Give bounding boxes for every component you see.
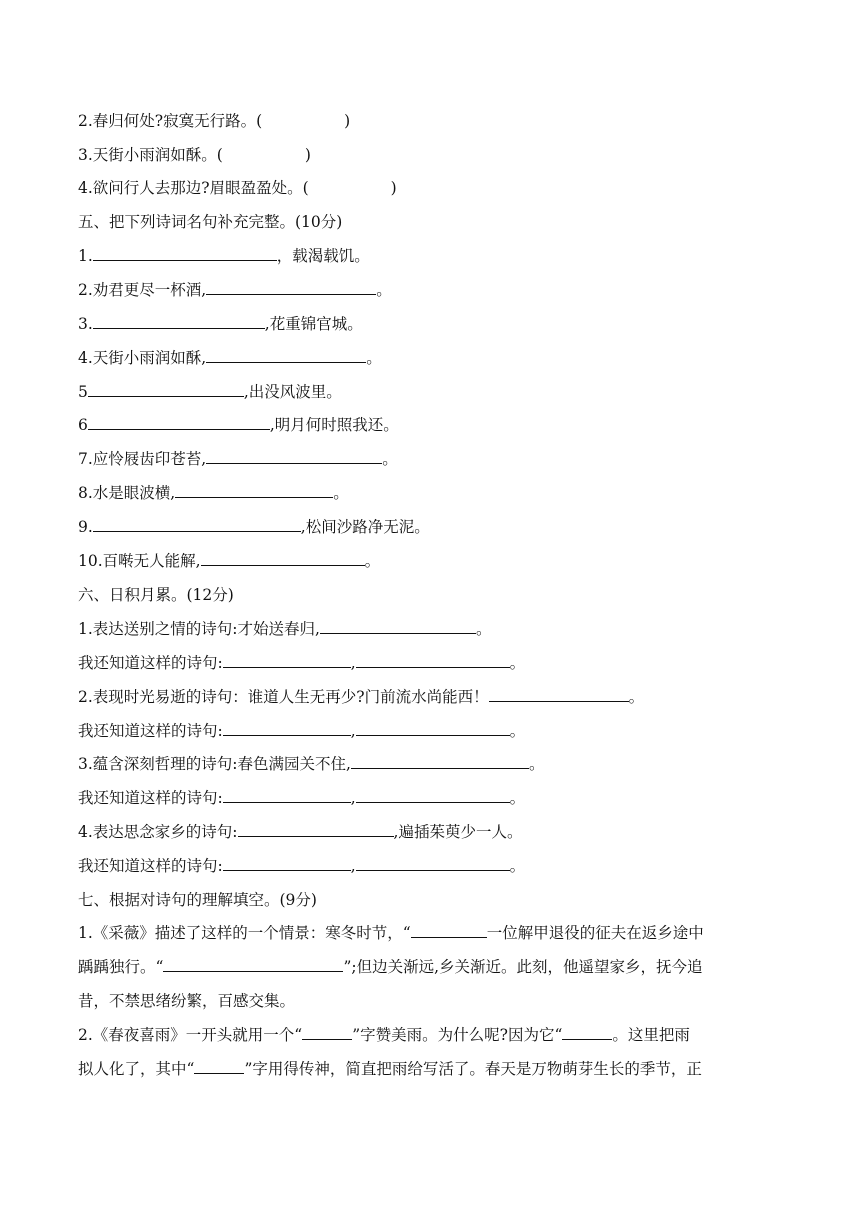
s5-item-6: 6 ,明月何时照我还。 bbox=[78, 416, 399, 434]
fill-blank[interactable] bbox=[351, 754, 529, 769]
fill-blank[interactable] bbox=[194, 1059, 244, 1074]
section6-heading: 六、日积月累。(12分) bbox=[78, 586, 234, 604]
s5-item-10: 10.百啭无人能解, 。 bbox=[78, 552, 381, 570]
fill-blank[interactable] bbox=[223, 856, 351, 871]
fill-blank[interactable] bbox=[163, 957, 343, 972]
s7-q2-line2: 拟人化了，其中“ ”字用得传神，简直把雨给写活了。春天是万物萌芽生长的季节，正 bbox=[78, 1060, 702, 1078]
s7-q1-line1: 1.《采薇》描述了这样的一个情景：寒冬时节，“ 一位解甲退役的征夫在返乡途中 bbox=[78, 924, 704, 942]
fill-blank[interactable] bbox=[356, 788, 510, 803]
fill-blank[interactable] bbox=[411, 923, 487, 938]
s6-item-1: 1.表达送别之情的诗句:才始送春归, 。 bbox=[78, 620, 492, 638]
s6-item-2: 2.表现时光易逝的诗句：谁道人生无再少?门前流水尚能西！ 。 bbox=[78, 688, 645, 706]
s7-q1-line3: 昔，不禁思绪纷繁，百感交集。 bbox=[78, 992, 296, 1010]
fill-blank[interactable] bbox=[356, 856, 510, 871]
s4-item-2: 2.春归何处?寂寞无行路。( ) bbox=[78, 112, 351, 130]
fill-blank[interactable] bbox=[356, 721, 510, 736]
s5-item-8: 8.水是眼波横, 。 bbox=[78, 484, 349, 502]
fill-blank[interactable] bbox=[93, 314, 265, 329]
fill-blank[interactable] bbox=[302, 1025, 352, 1040]
s6-item-4: 4.表达思念家乡的诗句: ,遍插茱萸少一人。 bbox=[78, 823, 523, 841]
fill-blank[interactable] bbox=[562, 1025, 612, 1040]
s6-know-2: 我还知道这样的诗句: , 。 bbox=[78, 722, 526, 740]
s7-q2-line1: 2.《春夜喜雨》一开头就用一个“ ”字赞美雨。为什么呢?因为它“ 。这里把雨 bbox=[78, 1026, 690, 1044]
fill-blank[interactable] bbox=[88, 415, 270, 430]
s7-q1-line2: 踽踽独行。“ ”;但边关渐远,乡关渐近。此刻，他遥望家乡，抚今追 bbox=[78, 958, 703, 976]
s5-item-2: 2.劝君更尽一杯酒, 。 bbox=[78, 281, 392, 299]
s5-item-9: 9. ,松间沙路净无泥。 bbox=[78, 518, 430, 536]
s4-item-4: 4.欲问行人去那边?眉眼盈盈处。( ) bbox=[78, 179, 397, 197]
s6-know-4: 我还知道这样的诗句: , 。 bbox=[78, 857, 526, 875]
fill-blank[interactable] bbox=[223, 788, 351, 803]
s5-item-7: 7.应怜屐齿印苍苔, 。 bbox=[78, 450, 398, 468]
s5-item-4: 4.天街小雨润如酥, 。 bbox=[78, 349, 382, 367]
fill-blank[interactable] bbox=[175, 483, 333, 498]
fill-blank[interactable] bbox=[88, 382, 244, 397]
fill-blank[interactable] bbox=[238, 822, 394, 837]
s5-item-1: 1. ，载渴载饥。 bbox=[78, 247, 370, 265]
s6-know-1: 我还知道这样的诗句: , 。 bbox=[78, 654, 526, 672]
s4-item-3: 3.天街小雨润如酥。( ) bbox=[78, 146, 311, 164]
fill-blank[interactable] bbox=[93, 246, 277, 261]
fill-blank[interactable] bbox=[206, 348, 366, 363]
fill-blank[interactable] bbox=[489, 687, 629, 702]
fill-blank[interactable] bbox=[223, 653, 351, 668]
fill-blank[interactable] bbox=[320, 619, 476, 634]
s5-item-3: 3. ,花重锦官城。 bbox=[78, 315, 363, 333]
section5-heading: 五、把下列诗词名句补充完整。(10分) bbox=[78, 213, 343, 231]
fill-blank[interactable] bbox=[206, 449, 382, 464]
section7-heading: 七、根据对诗句的理解填空。(9分) bbox=[78, 891, 317, 909]
fill-blank[interactable] bbox=[356, 653, 510, 668]
fill-blank[interactable] bbox=[93, 517, 301, 532]
fill-blank[interactable] bbox=[206, 280, 376, 295]
fill-blank[interactable] bbox=[223, 721, 351, 736]
s6-item-3: 3.蕴含深刻哲理的诗句:春色满园关不住, 。 bbox=[78, 755, 545, 773]
s5-item-5: 5 ,出没风波里。 bbox=[78, 383, 342, 401]
fill-blank[interactable] bbox=[201, 551, 365, 566]
s6-know-3: 我还知道这样的诗句: , 。 bbox=[78, 789, 526, 807]
